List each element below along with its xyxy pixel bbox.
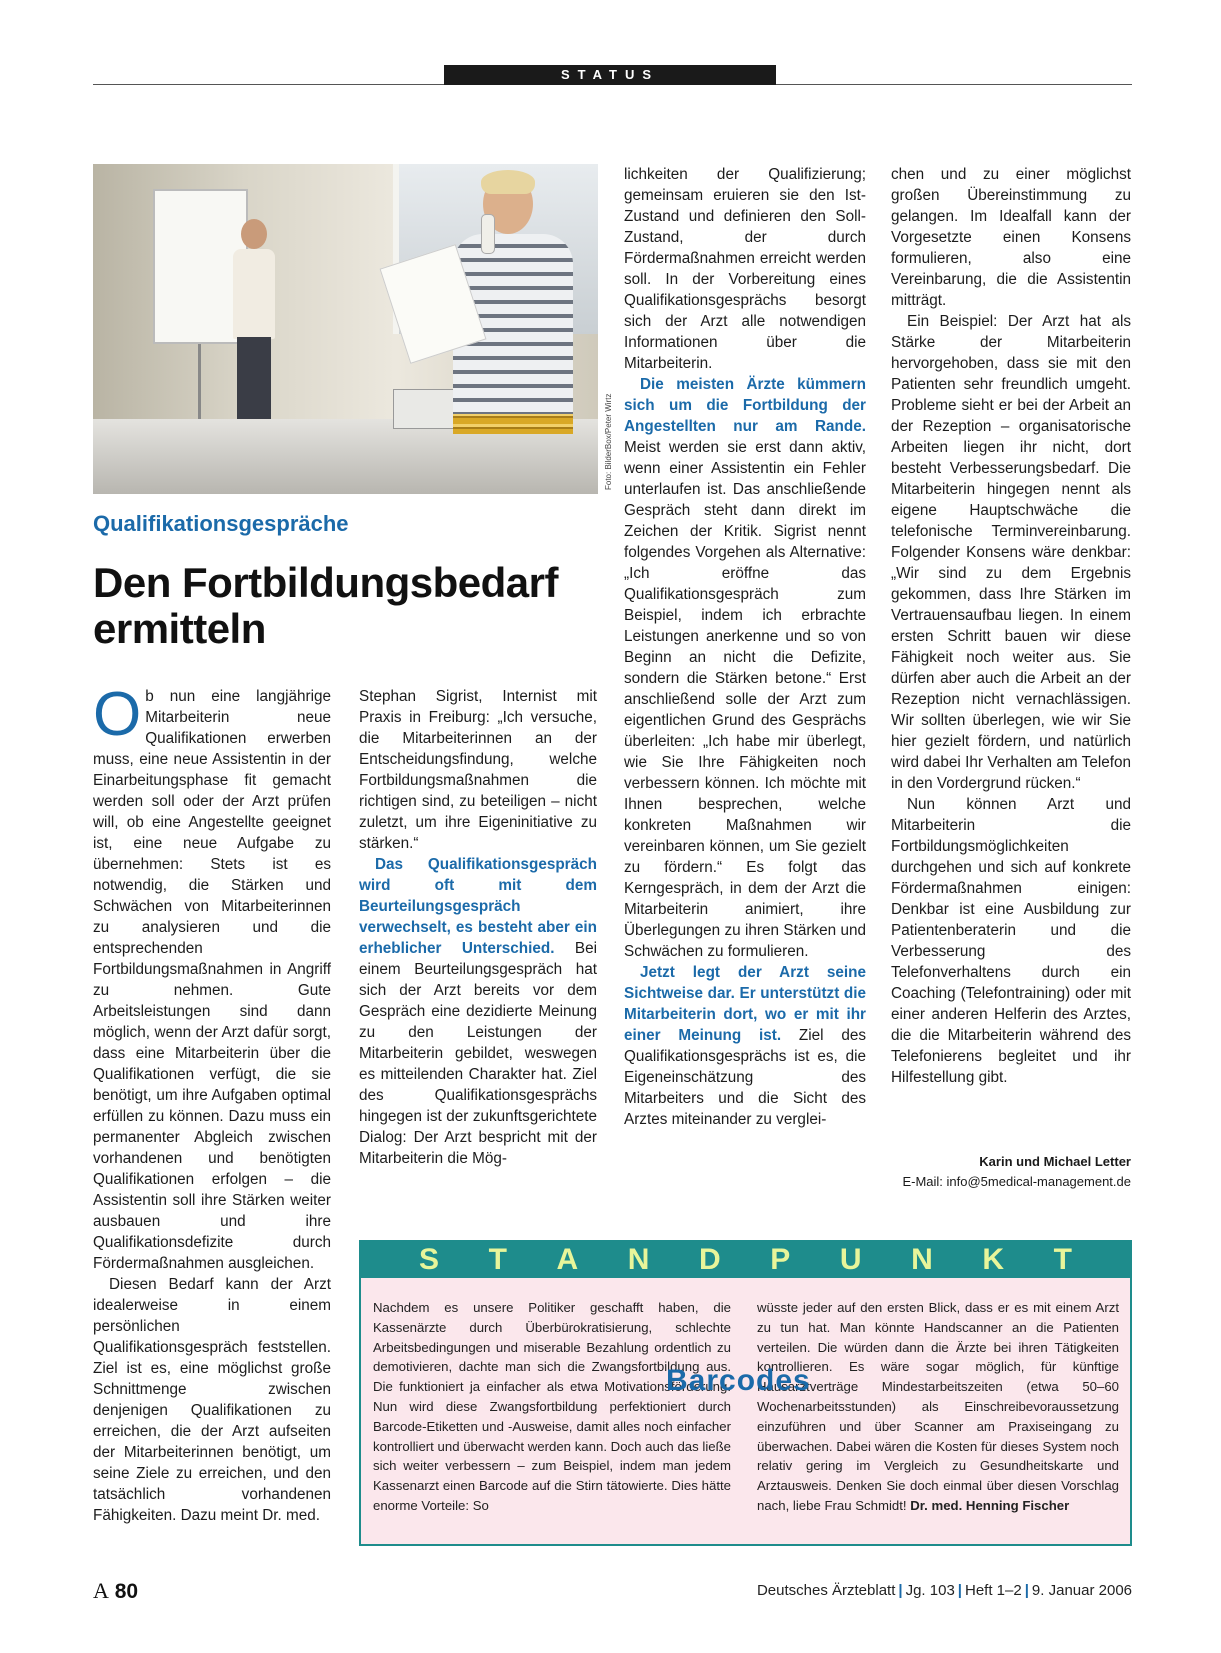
journal-volume: Jg. 103 (905, 1582, 955, 1599)
paragraph: Diesen Bedarf kann der Arzt idealerweise in einem persönlichen Qualifikationsgespräch feststellen. Ziel ist es, eine möglichst große Schnittmenge zwischen denjenigen Qualifikationen zu erreichen, die der Arzt aufseiten der Mitarbeiterinnen benötigt, um seine Ziele zu erreichen, und den tatsächlich vorhandenen Fähigkeiten. Dazu meint Dr. med. (93, 1276, 331, 1524)
title-letter: K (982, 1243, 1005, 1276)
article-kicker: Qualifikationsgespräche (93, 511, 349, 536)
paragraph: Ein Beispiel: Der Arzt hat als Stärke der Mitarbeiterin hervorgehoben, dass sie mit den Patienten sehr freundlich umgeht. Probleme sieht er bei der Arbeit an der Rezeption – organisatorische Arbeiten liegen ihr nicht, dort besteht Verbesserungsbedarf. Die Mitarbeiterin hingegen nennt als eigene Hauptschwäche die telefonische Terminvereinbarung. Folgender Konsens wäre denkbar: „Wir sind zu dem Ergebnis gekommen, dass Ihre Stärken im Vertrauensaufbau liegen. In einem ersten Schritt bauen wir diese Fähigkeit noch weiter aus. Sie dürfen aber auch die Arbeit an der Rezeption nicht vernachlässigen. Wir sollten überlegen, wie wir Sie hier gezielt fördern, und natürlich wird dabei Ihr Verhalten am Telefon in den Vordergrund rücken.“ (891, 313, 1131, 792)
standpunkt-headline: Barcodes (666, 1364, 811, 1397)
paragraph: Ziel des Qualifikationsgesprächs ist es, die Eigeneinschätzung des Mitarbeiters und die Sicht des Arztes miteinander zu verglei- (624, 1027, 866, 1128)
paragraph: Nun können Arzt und Mitarbeiterin die Fortbildungsmöglichkeiten durchgehen und sich auf konkrete Fördermaßnahmen einigen: Denkbar ist eine Ausbildung zur Patientenberaterin und die Verbesserung des Telefonverhaltens durch ein Coaching (Telefontraining) oder mit einer anderen Helferin des Arztes, die die Mitarbeiterin während des Telefonierens begleitet und ihr Hilfestellung gibt. (891, 796, 1131, 1086)
highlight-text: Das Qualifikationsgespräch wird oft mit dem Beurteilungsgespräch verwechselt, es besteht aber ein erheblicher Unterschied. (359, 856, 597, 957)
journal-date: 9. Januar 2006 (1031, 1582, 1132, 1599)
highlight-text: Jetzt legt der Arzt seine Sichtweise dar. Er unterstützt die Mitarbeiterin dort, wo er mit ihr einer Meinung ist. (624, 964, 866, 1044)
article-column-1 (93, 680, 331, 1526)
paragraph: lichkeiten der Qualifizierung; gemeinsam eruieren sie den Ist-Zustand und definieren den Soll-Zustand, der durch Fördermaßnahmen erreicht werden soll. In der Vorbereitung eines Qualifikationsgesprächs besorgt sich der Arzt alle notwendigen Informationen über die Mitarbeiterin. (624, 166, 866, 372)
title-letter: D (699, 1243, 721, 1276)
standpunkt-column-2 (757, 1298, 1119, 1516)
standpunkt-box (359, 1240, 1132, 1546)
paragraph: wüsste jeder auf den ersten Blick, dass er es mit einem Arzt zu tun hat. Man könnte Handscanner an die Patienten verteilen. Die würden dann die Ärzte bei ihren Tätigkeiten kontrollieren. Es wäre sogar möglich, für künftige Hausarztverträge Mindestarbeitszeiten (etwa 50–60 Wochenarbeitsstunden) als Einschreibevoraussetzung einzuführen und über Scanner am Praxiseingang zu überwachen. Dabei wären die Kosten für dieses System noch relativ gering im Vergleich zu Gesundheitskarte und Arztausweis. Denken Sie doch einmal über diesen Vorschlag nach, liebe Frau Schmidt! (757, 1300, 1119, 1513)
paragraph: Bei einem Beurteilungsgespräch hat sich der Arzt bereits vor dem Gespräch eine dezidierte Meinung zu den Leistungen der Mitarbeiterin gebildet, weswegen es mitteilenden Charakter hat. Ziel des Qualifikationsgesprächs hingegen ist der zukunftsgerichtete Dialog: Der Arzt bespricht mit der Mitarbeiterin die Mög- (359, 940, 598, 1167)
standpunkt-author: Dr. med. Henning Fischer (910, 1497, 1070, 1513)
article-column-3 (624, 164, 866, 1130)
journal-name: Deutsches Ärzteblatt (756, 1582, 896, 1599)
standpunkt-title (361, 1242, 1130, 1278)
title-letter: A (556, 1243, 579, 1276)
page-number-value: 80 (114, 1580, 139, 1603)
photo-credit: Foto: BilderBox/Peter Wirtz (604, 393, 613, 490)
paragraph: b nun eine langjährige Mitarbeiterin neue Qualifikationen erwerben muss, eine neue Assistentin in der Einarbeitungsphase fit gemacht werden soll oder der Arzt prüfen will, ob eine Angestellte geeignet ist, eine neue Aufgabe zu übernehmen: Stets ist es notwendig, die Stärken und Schwächen von Mitarbeiterinnen zu analysieren und die entsprechenden Fortbildungsmaßnahmen in Angriff zu nehmen. Gute Arbeitsleistungen sind dann möglich, wenn der Arzt dafür sorgt, dass eine Mitarbeiterin über die Qualifikationen verfügt, die sie benötigt, um ihre Aufgaben optimal erfüllen zu können. Dazu muss ein permanenter Abgleich zwischen vorhandenen und benötigten Qualifikationen erfolgen – die Assistentin soll ihre Stärken weiter ausbauen und ihre Qualifikationsdefizite durch Fördermaßnahmen ausgleichen. (93, 688, 331, 1272)
title-letter: N (627, 1243, 650, 1276)
title-letter: T (1053, 1243, 1072, 1276)
article-photo (93, 164, 598, 494)
paragraph: chen und zu einer möglichst großen Übereinstimmung zu gelangen. Im Idealfall kann der Vorgesetzte einen Konsens formulieren, also eine Vereinbarung, die die Assistentin mitträgt. (891, 166, 1131, 309)
article-column-2 (359, 686, 597, 1169)
author-byline: Karin und Michael Letter (979, 1154, 1131, 1169)
title-letter: S (419, 1243, 440, 1276)
section-label: STATUS (444, 65, 776, 85)
page-prefix: A (93, 1578, 109, 1603)
paragraph: Meist werden sie erst dann aktiv, wenn einer Assistentin ein Fehler unterlaufen ist. Das anschließende Gespräch steht dann direkt im Zeichen der Kritik. Sigrist nennt folgendes Vorgehen als Alternative: „Ich eröffne das Qualifikationsgespräch zum Beispiel, indem ich erbrachte Leistungen anerkenne und so von Beginn an nicht die Defizite, sondern die Stärken betone.“ Erst anschließend solle der Arzt zum eigentlichen Grund des Gesprächs überleiten: „Ich habe mir überlegt, wie Sie Ihre Fähigkeiten noch verbessern können. Ich möchte mit Ihnen besprechen, welche konkreten Maßnahmen wir vereinbaren können, um Sie gezielt zu fördern.“ Es folgt das Kerngespräch, in dem der Arzt die Mitarbeiterin animiert, ihre Überlegungen zu ihren Stärken und Schwächen zu formulieren. (624, 439, 866, 960)
footer-citation: Deutsches Ärzteblatt | Jg. 103 | Heft 1–2 | 9. Januar 2006 (756, 1582, 1132, 1599)
article-headline: Den Fortbildungsbedarf ermitteln (93, 559, 558, 652)
article-column-4 (891, 164, 1131, 1088)
title-letter: U (839, 1243, 862, 1276)
paragraph: Stephan Sigrist, Internist mit Praxis in Freiburg: „Ich versuche, die Mitarbeiterinnen an der Entscheidungsfindung, welche Fortbildungsmaßnahmen die richtigen sind, zu beteiligen – nicht zuletzt, um ihre Eigeninitiative zu stärken.“ (359, 688, 597, 852)
journal-issue: Heft 1–2 (965, 1582, 1022, 1599)
author-email: E-Mail: info@5medical-management.de (902, 1174, 1131, 1189)
title-letter: N (911, 1243, 933, 1276)
standpunkt-column-1: Nachdem es unsere Politiker geschafft haben, die Kassenärzte durch Überbürokratisierung, schlechte Arbeitsbedingungen und miserable Bezahlung ordentlich zu demotivieren, dachte man sich die Zwangsfortbildung aus. Die funktioniert ja einfacher als etwa Motivationsförderung. Nun wird diese Zwangsfortbildung perfektioniert durch Barcode-Etiketten und -Ausweise, damit alles noch einfacher kontrolliert und überwacht werden kann. Doch auch das ließe sich weiter verbessern – zum Beispiel, indem man jedem Kassenarzt einen Barcode auf die Stirn tätowierte. Dies hätte enorme Vorteile: So (373, 1300, 731, 1513)
dropcap: O (93, 680, 142, 749)
title-letter: P (770, 1243, 791, 1276)
page-number (93, 1578, 138, 1604)
title-letter: T (488, 1243, 507, 1276)
highlight-text: Die meisten Ärzte kümmern sich um die Fortbildung der Angestellten nur am Rande. (624, 376, 866, 435)
